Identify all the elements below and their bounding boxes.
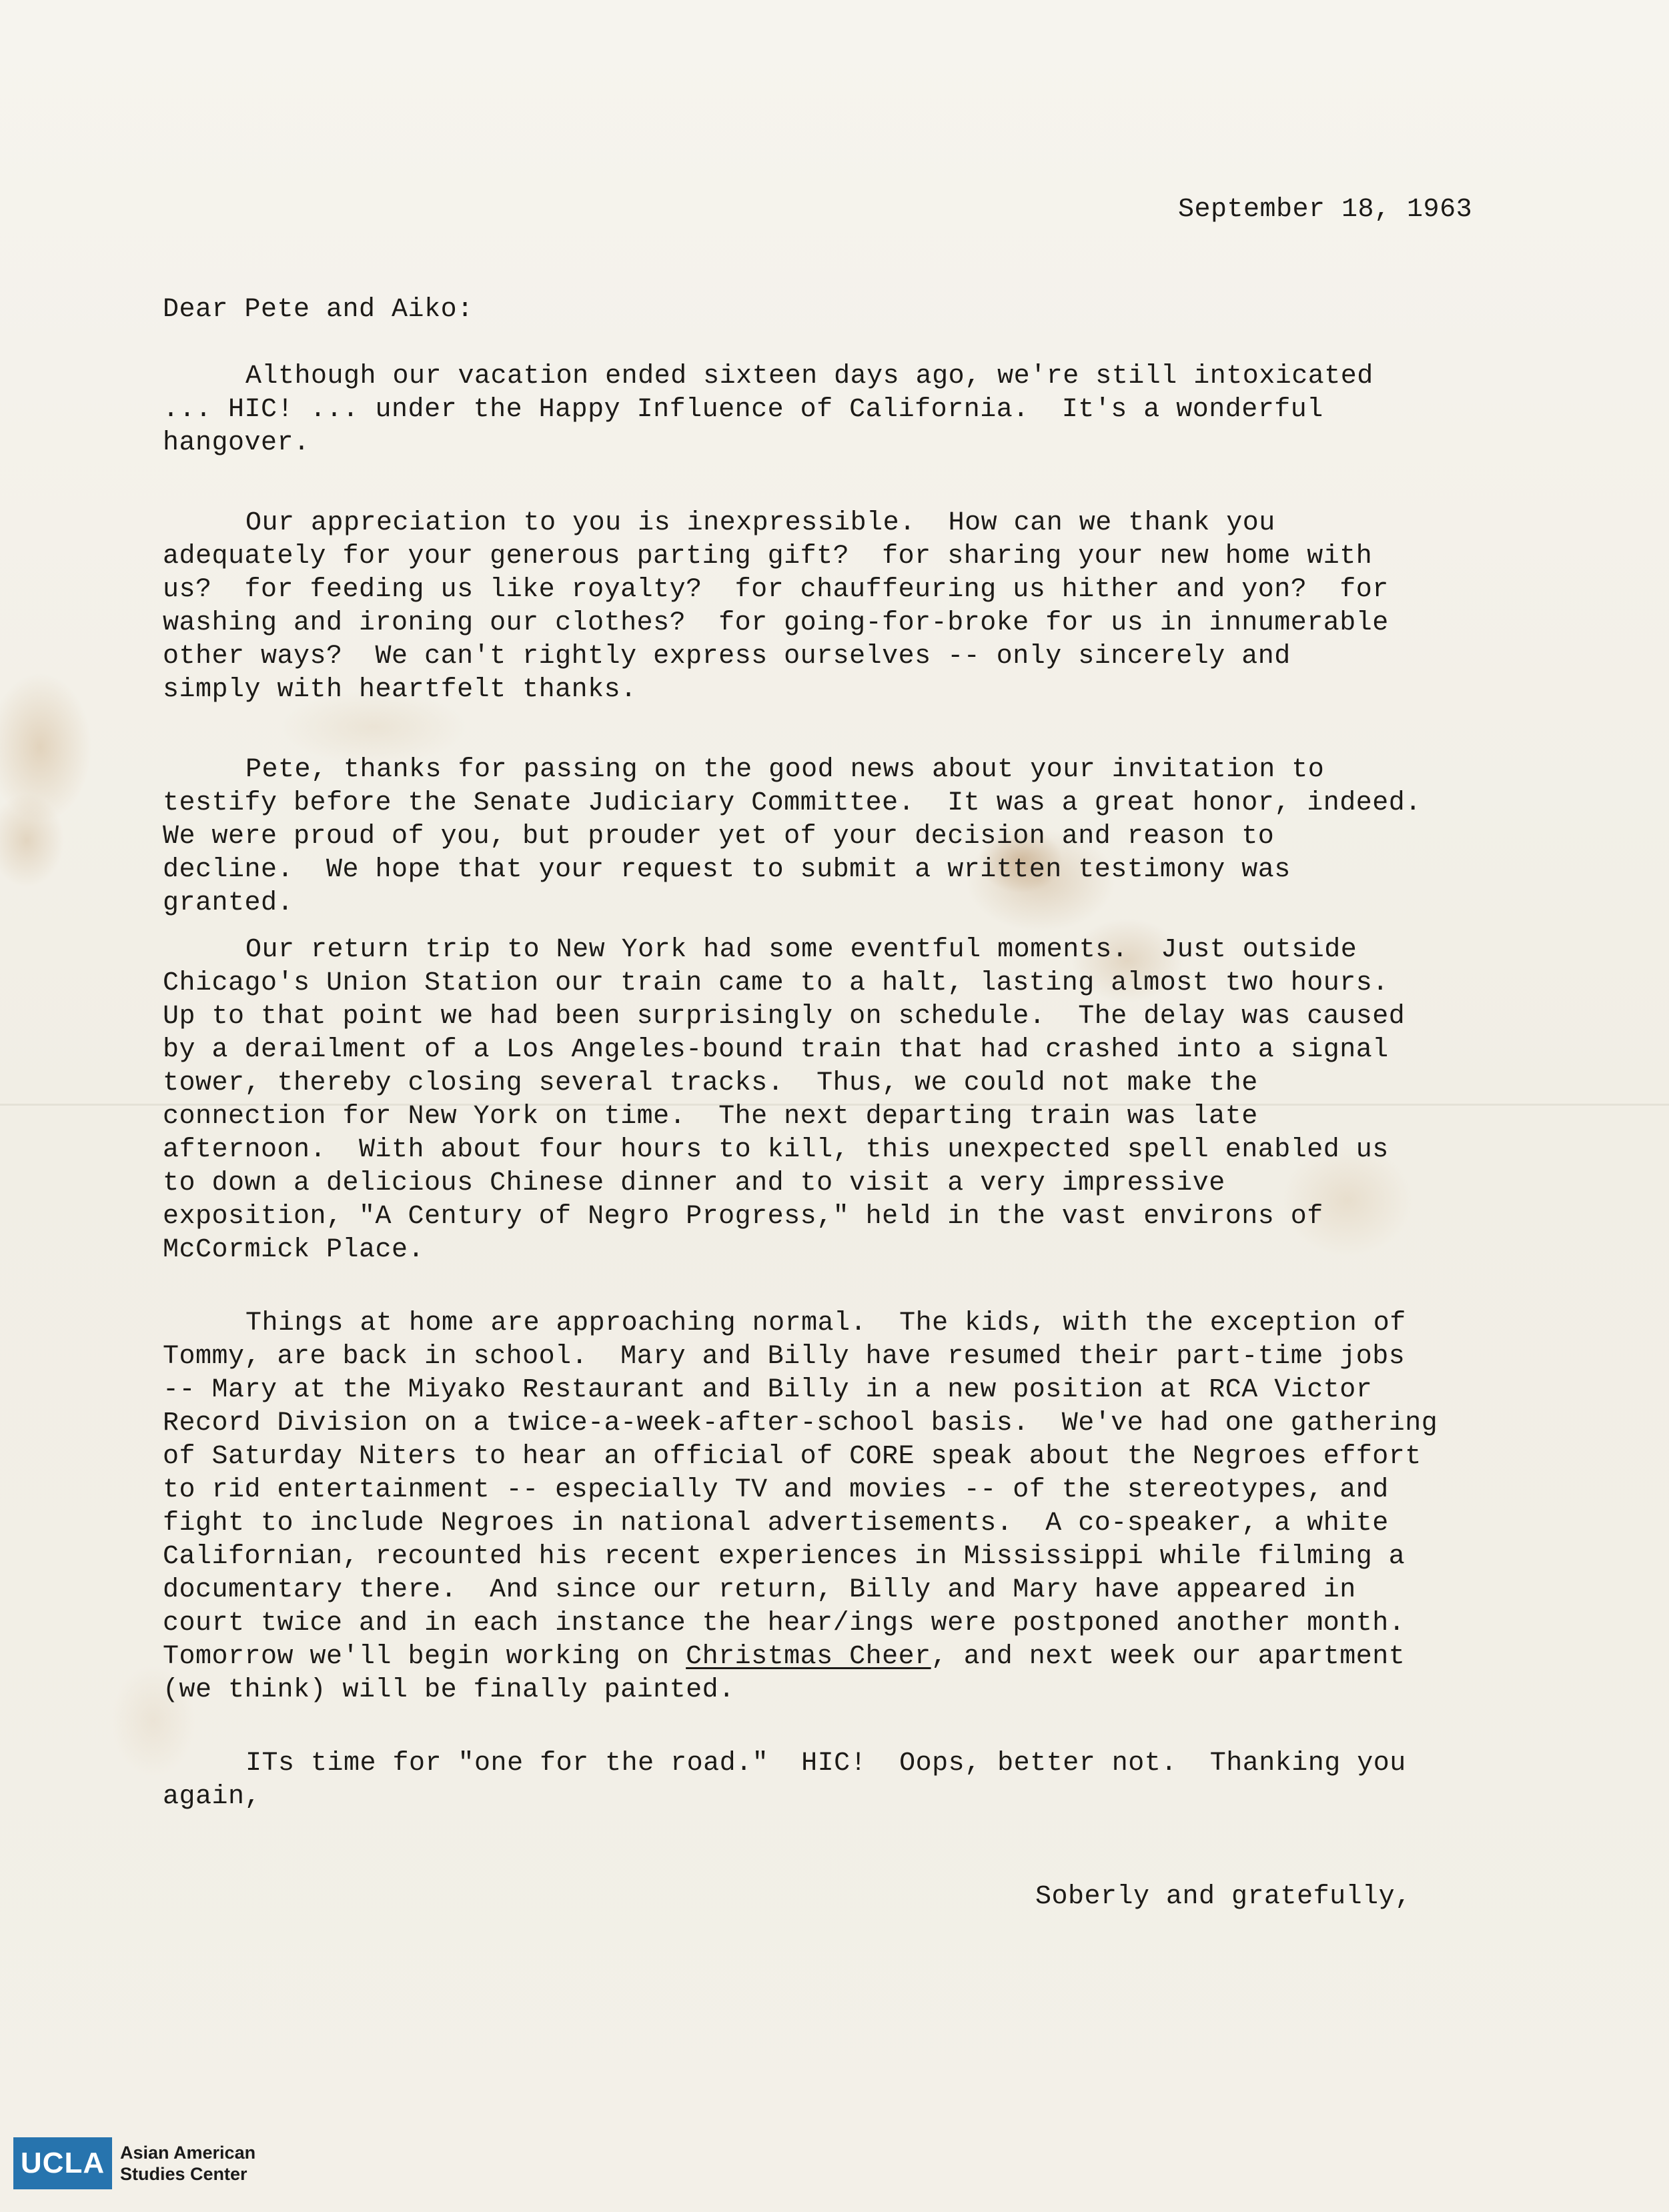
paragraph-line: other ways? We can't rightly express ourselves -- only sincerely and xyxy=(163,642,1291,672)
paragraph-line: decline. We hope that your request to submit a written testimony was xyxy=(163,855,1291,885)
paragraph-line: documentary there. And since our return, Billy and Mary have appeared in xyxy=(163,1575,1356,1605)
paragraph-line: Things at home are approaching normal. The kids, with the exception of xyxy=(245,1308,1406,1338)
paragraph-line: McCormick Place. xyxy=(163,1235,425,1265)
paragraph-line: Chicago's Union Station our train came to a halt, lasting almost two hours. xyxy=(163,968,1389,998)
paragraph-line: to down a delicious Chinese dinner and to visit a very impressive xyxy=(163,1168,1225,1198)
paragraph-line: exposition, "A Century of Negro Progress," held in the vast environs of xyxy=(163,1202,1323,1232)
paragraph-line: connection for New York on time. The next departing train was late xyxy=(163,1102,1258,1132)
logo-caption xyxy=(120,2142,255,2185)
paragraph-line: fight to include Negroes in national advertisements. A co-speaker, a white xyxy=(163,1508,1389,1538)
paragraph-2 xyxy=(163,507,1550,707)
closing: Soberly and gratefully, xyxy=(1035,1882,1412,1912)
paragraph-line: ITs time for "one for the road." HIC! Oops, better not. Thanking you xyxy=(245,1749,1406,1779)
paragraph-line: Our appreciation to you is inexpressible. How can we thank you xyxy=(245,508,1275,538)
paragraph-line: testify before the Senate Judiciary Committee. It was a great honor, indeed. xyxy=(163,788,1422,818)
paragraph-line: Although our vacation ended sixteen days ago, we're still intoxicated xyxy=(245,361,1373,391)
ucla-logo xyxy=(13,2137,255,2189)
paragraph-line: tower, thereby closing several tracks. Thus, we could not make the xyxy=(163,1068,1258,1098)
paragraph-line: again, xyxy=(163,1782,261,1812)
line-end: , and next week our apartment xyxy=(931,1642,1406,1672)
paragraph-line: Tommy, are back in school. Mary and Billy have resumed their part-time jobs xyxy=(163,1342,1406,1372)
paragraph-line: Our return trip to New York had some eventful moments. Just outside xyxy=(245,935,1357,965)
paragraph-line: hangover. xyxy=(163,428,310,458)
paragraph-line: Californian, recounted his recent experiences in Mississippi while filming a xyxy=(163,1542,1406,1572)
paragraph-line: of Saturday Niters to hear an official of CORE speak about the Negroes effort xyxy=(163,1442,1422,1472)
paragraph-line: Pete, thanks for passing on the good news about your invitation to xyxy=(245,755,1325,785)
logo-line-2: Studies Center xyxy=(120,2164,247,2184)
paragraph-line: by a derailment of a Los Angeles-bound train that had crashed into a signal xyxy=(163,1035,1389,1065)
paragraph-line: us? for feeding us like royalty? for chauffeuring us hither and yon? for xyxy=(163,575,1389,605)
paragraph-line: We were proud of you, but prouder yet of your decision and reason to xyxy=(163,822,1275,852)
ucla-mark: UCLA xyxy=(13,2137,112,2189)
paragraph-line-with-underline xyxy=(163,1640,1550,1674)
paragraph-line: adequately for your generous parting gift? for sharing your new home with xyxy=(163,541,1373,572)
paragraph-4 xyxy=(163,934,1550,1267)
paragraph-line: (we think) will be finally painted. xyxy=(163,1675,735,1705)
paragraph-line: washing and ironing our clothes? for going-for-broke for us in innumerable xyxy=(163,608,1389,638)
paragraph-5 xyxy=(163,1307,1550,1707)
paragraph-6 xyxy=(163,1747,1550,1814)
paragraph-line: granted. xyxy=(163,888,294,918)
letter-date: September 18, 1963 xyxy=(1178,195,1473,225)
paragraph-line: simply with heartfelt thanks. xyxy=(163,675,637,705)
paragraph-line: ... HIC! ... under the Happy Influence of California. It's a wonderful xyxy=(163,395,1323,425)
underlined-title: Christmas Cheer xyxy=(686,1642,931,1672)
paragraph-line: afternoon. With about four hours to kill, this unexpected spell enabled us xyxy=(163,1135,1389,1165)
salutation: Dear Pete and Aiko: xyxy=(163,295,474,325)
logo-line-1: Asian American xyxy=(120,2143,256,2163)
line-start: Tomorrow we'll begin working on xyxy=(163,1642,686,1672)
paragraph-1 xyxy=(163,360,1550,460)
paragraph-line: to rid entertainment -- especially TV and movies -- of the stereotypes, and xyxy=(163,1475,1389,1505)
paragraph-line: Up to that point we had been surprisingly on schedule. The delay was caused xyxy=(163,1002,1406,1032)
paragraph-line: Record Division on a twice-a-week-after-school basis. We've had one gathering xyxy=(163,1408,1438,1438)
paragraph-line: -- Mary at the Miyako Restaurant and Billy in a new position at RCA Victor xyxy=(163,1375,1373,1405)
paragraph-line: court twice and in each instance the hear/ings were postponed another month. xyxy=(163,1608,1406,1638)
paragraph-3 xyxy=(163,754,1550,920)
